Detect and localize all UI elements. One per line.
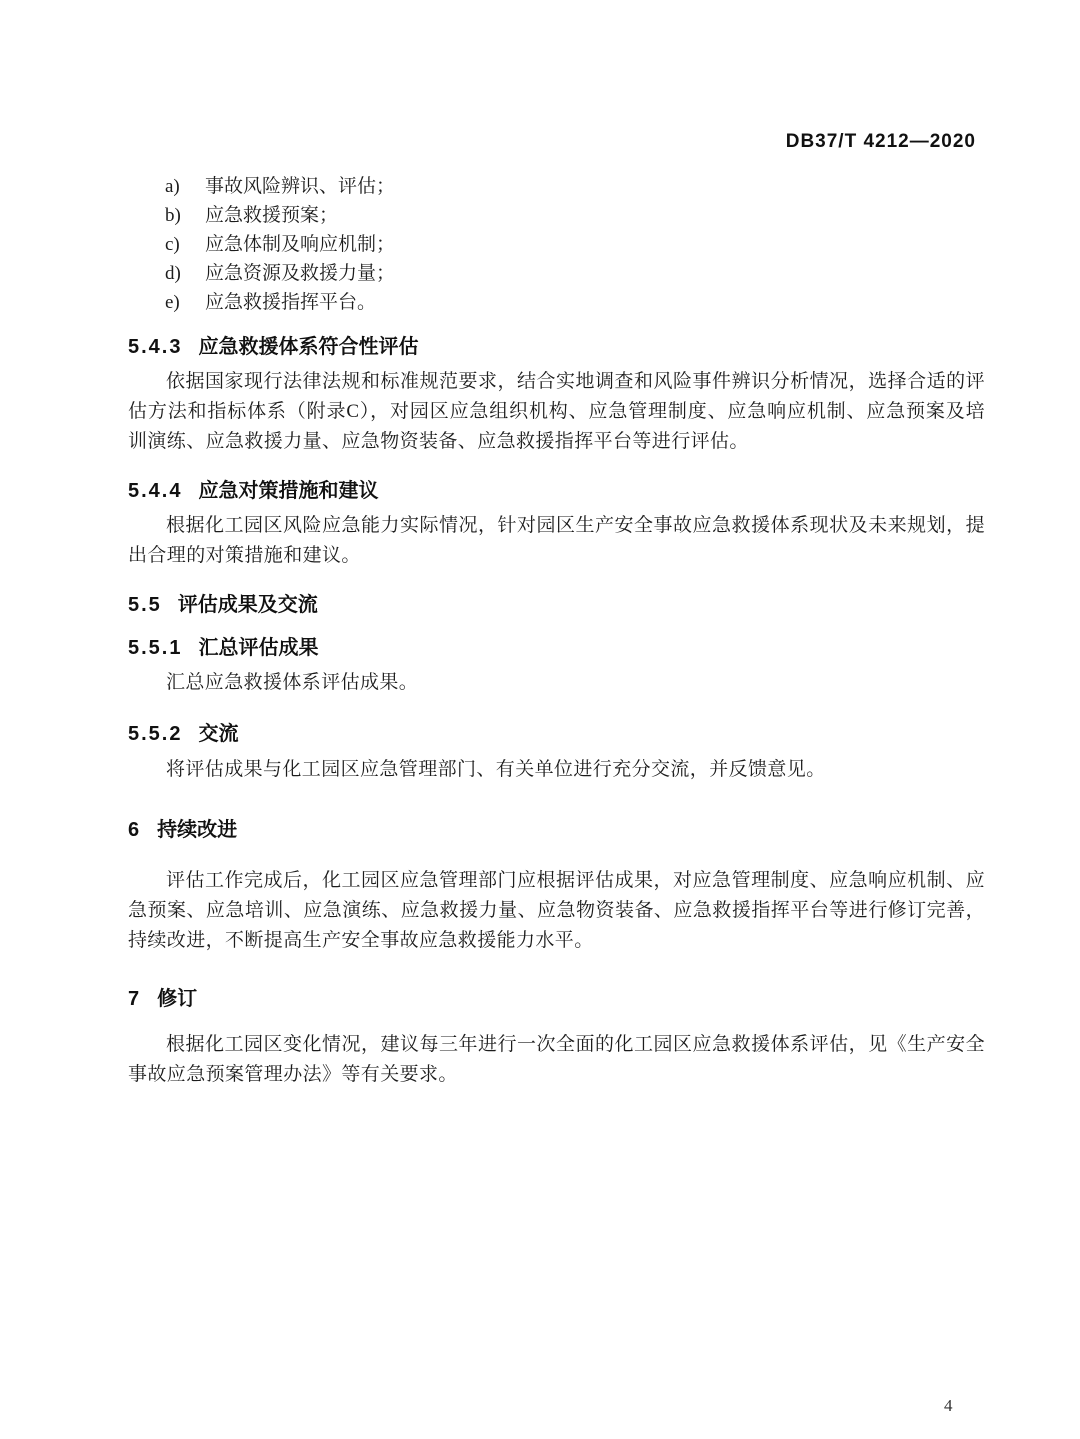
section-title: 汇总评估成果 [198,637,319,659]
list-item [165,288,395,317]
section-title: 应急对策措施和建议 [198,480,379,502]
section-heading-6 [128,813,237,842]
list-item-text: 应急救援指挥平台。 [205,292,377,313]
list-item [165,172,395,201]
section-title: 应急救援体系符合性评估 [198,336,419,358]
list-item-marker: e) [165,292,180,313]
section-paragraph: 将评估成果与化工园区应急管理部门、有关单位进行充分交流，并反馈意见。 [166,759,826,780]
list-item-text: 应急体制及响应机制； [205,234,396,255]
section-number: 5.5 [128,594,162,616]
section-heading-5-5 [128,588,318,617]
list-item [165,259,395,288]
section-paragraph: 根据化工园区变化情况，建议每三年进行一次全面的化工园区应急救援体系评估，见《生产安全事故应急预案管理办法》等有关要求。 [128,1034,985,1085]
list-item-marker: a) [165,176,180,197]
standard-code-header: DB37/T 4212—2020 [785,131,976,152]
section-title: 评估成果及交流 [177,594,318,616]
section-paragraph: 依据国家现行法律法规和标准规范要求，结合实地调查和风险事件辨识分析情况，选择合适的评估方法和指标体系（附录C），对园区应急组织机构、应急管理制度、应急响应机制、应急预案及培训演练、应急救援力量、应急物资装备、应急救援指挥平台等进行评估。 [128,371,985,452]
section-number: 5.5.2 [128,723,183,745]
section-number: 5.4.3 [128,336,183,358]
list-item [165,201,395,230]
section-number: 6 [128,819,142,841]
section-heading-5-5-1 [128,631,318,660]
lettered-list [165,172,395,317]
section-number: 7 [128,988,142,1010]
section-number: 5.4.4 [128,480,183,502]
list-item-text: 事故风险辨识、评估； [205,176,396,197]
section-heading-5-4-4 [128,474,378,503]
section-heading-5-5-2 [128,717,238,746]
section-paragraph: 根据化工园区风险应急能力实际情况，针对园区生产安全事故应急救援体系现状及未来规划，提出合理的对策措施和建议。 [128,515,985,566]
list-item-marker: c) [165,234,180,255]
list-item-text: 应急救援预案； [205,205,339,226]
section-paragraph: 汇总应急救援体系评估成果。 [166,672,419,693]
section-heading-7 [128,982,197,1011]
list-item-marker: b) [165,205,181,226]
section-title: 修订 [157,988,198,1010]
list-item-marker: d) [165,263,181,284]
section-heading-5-4-3 [128,330,418,359]
list-item [165,230,395,259]
section-number: 5.5.1 [128,637,183,659]
section-paragraph: 评估工作完成后，化工园区应急管理部门应根据评估成果，对应急管理制度、应急响应机制、应急预案、应急培训、应急演练、应急救援力量、应急物资装备、应急救援指挥平台等进行修订完善，持续改进，不断提高生产安全事故应急救援能力水平。 [128,870,985,951]
section-title: 持续改进 [157,819,238,841]
page-number: 4 [944,1396,953,1415]
section-title: 交流 [198,723,239,745]
list-item-text: 应急资源及救援力量； [205,263,396,284]
